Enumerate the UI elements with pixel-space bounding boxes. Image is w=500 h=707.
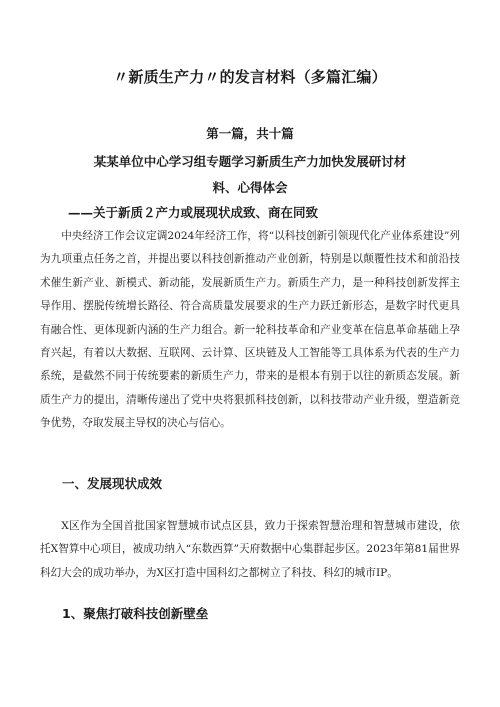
body-paragraph-intro: 中央经济工作会议定调2024年经济工作，将“以科技创新引领现代化产业体系建设”列为九项重点任务之首，并提出要以科技创新推动产业创新，特别是以颠覆性技术和前沿技术催生新产业、新模式、新动能，发展新质生产力。新质生产力，是一种科技创新发挥主导作用、摆脱传统增长路径、符合高质量发展要求的生产力跃迁新形态，是数字时代更具有融合性、更体现新内涵的生产力组合。新一轮科技革命和产业变革在信息革命基础上孕育兴起，有着以大数据、互联网、云计算、区块链及人工智能等工具体系为代表的生产力系统，是截然不同于传统要素的新质生产力，带来的是根本有别于以往的新质态发展。新质生产力的提出，清晰传递出了党中央将狠抓科技创新，以科技带动产业升级，塑造新竞争优势，夺取发展主导权的决心与信心。 xyxy=(40,230,460,430)
section-heading-development-status: 一、发展现状成效 xyxy=(62,476,163,491)
article-title-line-1: 某某单位中心学习组专题学习新质生产力加快发展研讨材 xyxy=(93,154,407,169)
article-tagline: ——关于新质２产力或展现状成致、商在同致 xyxy=(68,205,319,220)
part-label: 第一篇，共十篇 xyxy=(206,126,294,141)
subsection-heading-tech-barriers: 1、聚焦打破科技创新壁垒 xyxy=(62,606,209,621)
body-paragraph-district: X区作为全国首批国家智慧城市试点区县，致力于探索智慧治理和智慧城市建设，依托X智算中心项目，被成功纳入“东数西算”天府数据中心集群起步区。2023年第81届世界科幻大会的成功举办，为X区打造中国科幻之都树立了科技、科幻的城市IP。 xyxy=(40,520,460,579)
document-title: 〃新质生产力〃的发言材料（多篇汇编） xyxy=(113,68,387,86)
article-title-line-2: 料、心得体会 xyxy=(212,180,288,195)
